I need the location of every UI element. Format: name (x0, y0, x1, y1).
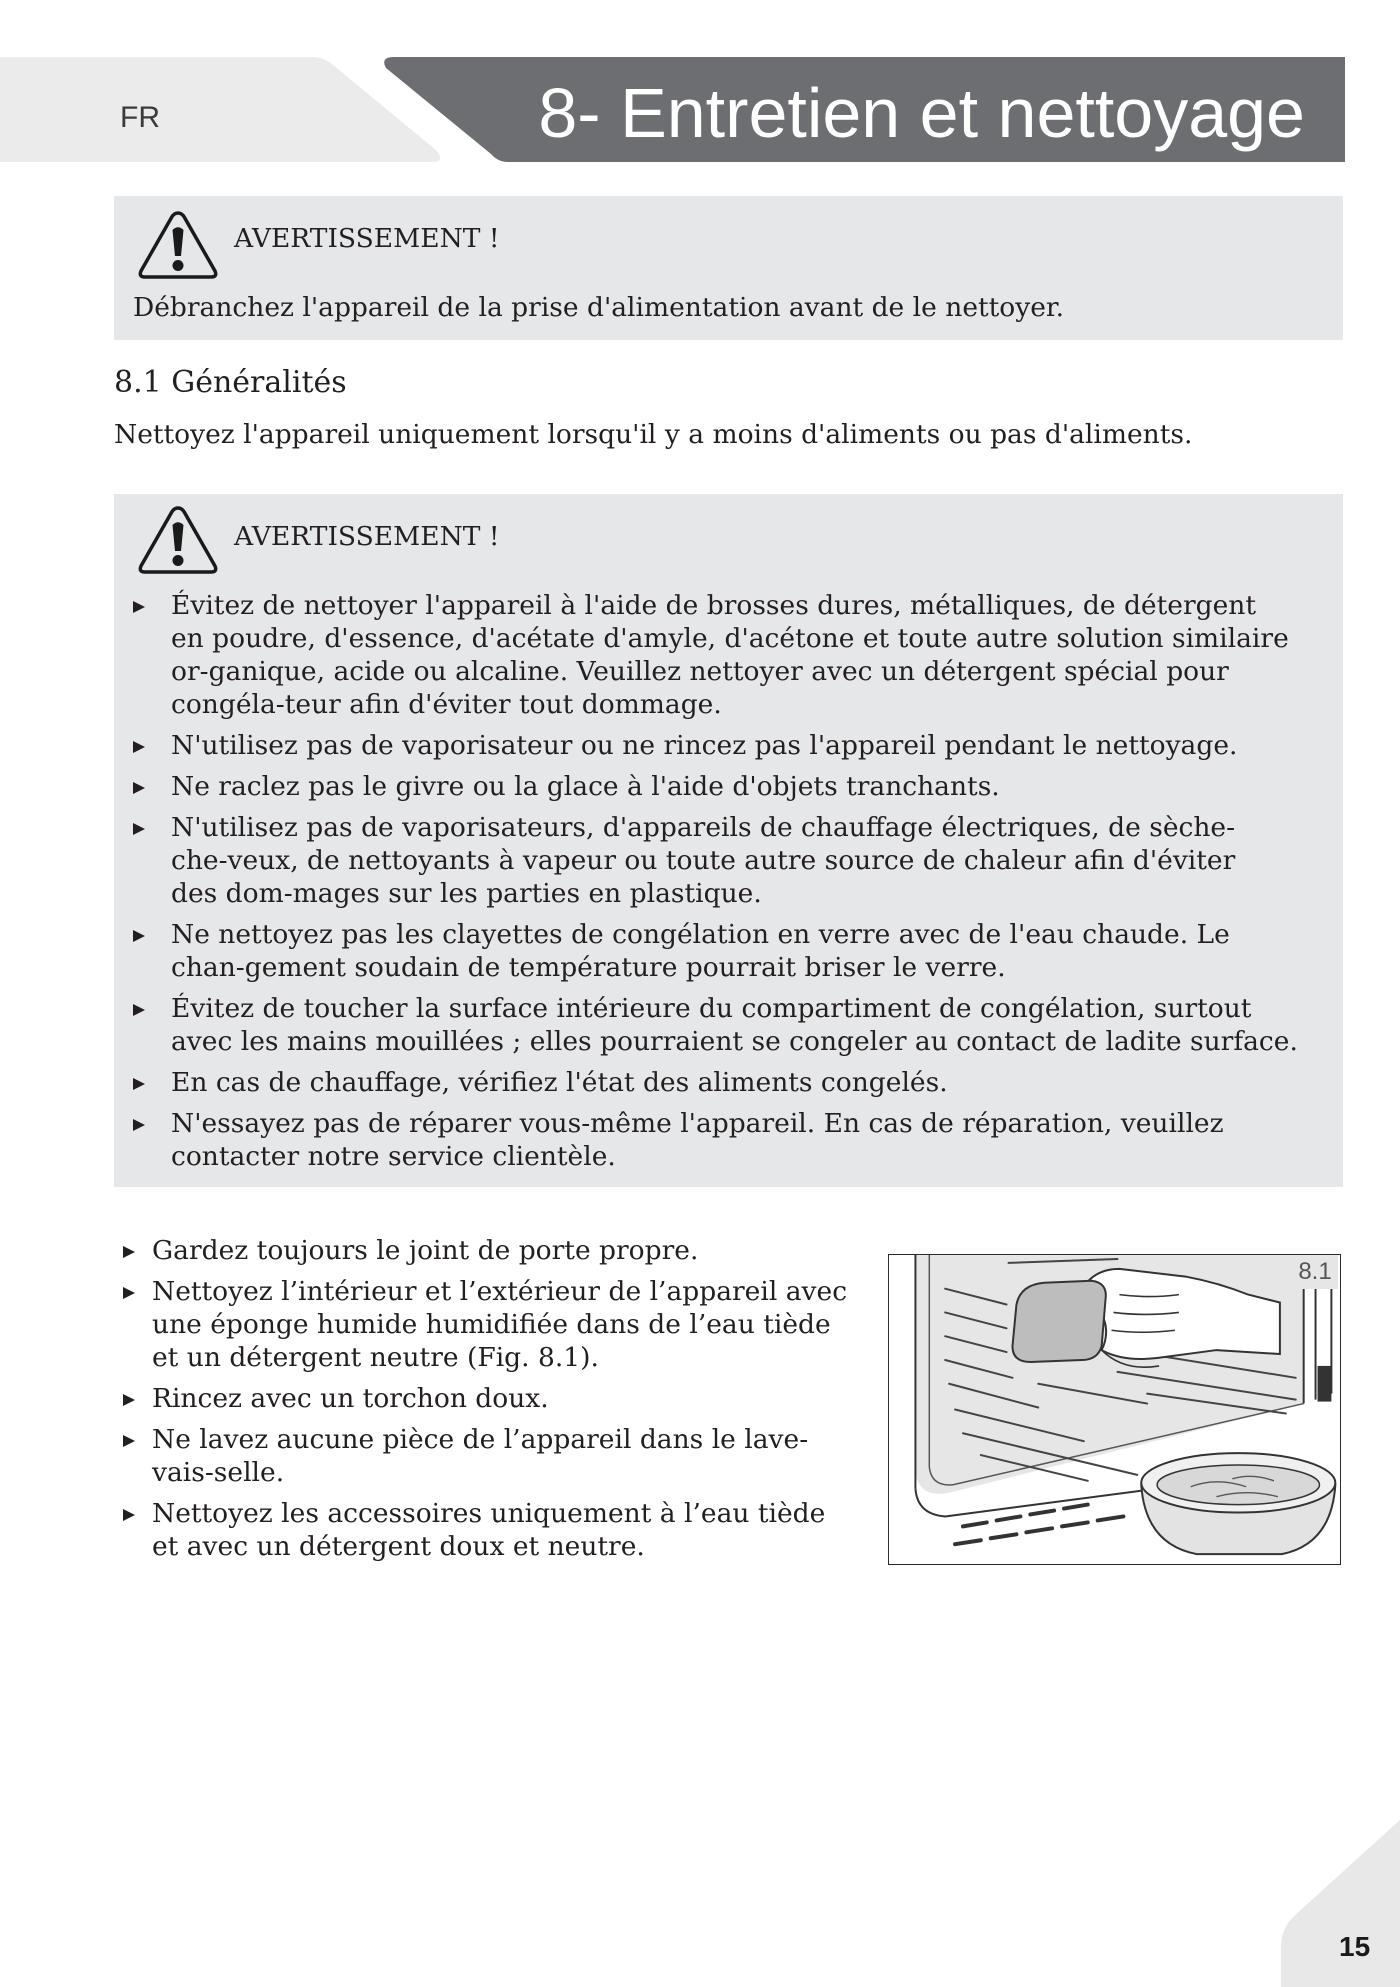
warning-item (133, 729, 1298, 762)
section-heading: 8.1 Généralités (114, 365, 347, 400)
figure-label: 8.1 (1292, 1255, 1338, 1289)
arrow-bullet-icon (123, 1435, 135, 1447)
care-item-line: Ne lavez aucune pièce de l’appareil dans le lave- (152, 1424, 809, 1455)
warning-triangle-icon (137, 504, 219, 576)
warning-item-line: Évitez de nettoyer l'appareil à l'aide de brosses dures, métalliques, de détergent (171, 590, 1256, 621)
care-item-line: Gardez toujours le joint de porte propre. (152, 1235, 699, 1266)
warning-item (133, 918, 1298, 984)
care-list (123, 1234, 847, 1563)
care-item-line: et un détergent neutre (Fig. 8.1). (152, 1342, 599, 1373)
warning-title: AVERTISSEMENT ! (234, 223, 500, 254)
warning-item-line: chan-gement soudain de température pourrait briser le verre. (171, 952, 1006, 983)
warning-item-line: Ne nettoyez pas les clayettes de congélation en verre avec de l'eau chaude. Le (171, 919, 1230, 950)
section-intro: Nettoyez l'appareil uniquement lorsqu'il y a moins d'aliments ou pas d'aliments. (114, 419, 1193, 450)
warning-item-line: N'essayez pas de réparer vous-même l'appareil. En cas de réparation, veuillez (171, 1108, 1224, 1139)
warning-list (133, 589, 1298, 1173)
warning-item (133, 589, 1298, 721)
figure-8-1 (888, 1254, 1341, 1565)
language-label: FR (120, 101, 160, 134)
page-corner-shape (1260, 1810, 1400, 1987)
warning-item-line: En cas de chauffage, vérifiez l'état des aliments congelés. (171, 1067, 948, 1098)
arrow-bullet-icon (133, 782, 145, 794)
care-item-line: une éponge humide humidifiée dans de l’eau tiède (152, 1309, 831, 1340)
warning-item (133, 992, 1298, 1058)
care-item-line: et avec un détergent doux et neutre. (152, 1531, 645, 1562)
page-number: 15 (1339, 1931, 1371, 1962)
arrow-bullet-icon (133, 930, 145, 942)
arrow-bullet-icon (133, 1078, 145, 1090)
cleaning-illustration (889, 1255, 1340, 1564)
arrow-bullet-icon (133, 741, 145, 753)
care-item-line: vais-selle. (152, 1457, 285, 1488)
care-item (123, 1275, 847, 1374)
warning-title: AVERTISSEMENT ! (234, 521, 500, 552)
arrow-bullet-icon (133, 601, 145, 613)
arrow-bullet-icon (123, 1246, 135, 1258)
warning-item-line: en poudre, d'essence, d'acétate d'amyle, d'acétone et toute autre solution similaire (171, 623, 1289, 654)
warning-item-line: Évitez de toucher la surface intérieure du compartiment de congélation, surtout (171, 993, 1252, 1024)
care-item (123, 1382, 847, 1415)
arrow-bullet-icon (133, 823, 145, 835)
arrow-bullet-icon (133, 1004, 145, 1016)
care-item-line: Nettoyez les accessoires uniquement à l’eau tiède (152, 1498, 826, 1529)
warning-box-unplug (114, 196, 1343, 340)
warning-box-cleaning (114, 494, 1343, 1187)
warning-item-line: des dom-mages sur les parties en plastique. (171, 878, 762, 909)
header-language-tab (0, 57, 440, 162)
care-item (123, 1497, 847, 1563)
care-item (123, 1234, 847, 1267)
warning-item (133, 1066, 1298, 1099)
chapter-title: 8- Entretien et nettoyage (538, 74, 1305, 152)
warning-item-line: che-veux, de nettoyants à vapeur ou toute autre source de chaleur afin d'éviter (171, 845, 1236, 876)
warning-item-line: or-ganique, acide ou alcaline. Veuillez nettoyer avec un détergent spécial pour (171, 656, 1229, 687)
warning-item (133, 811, 1298, 910)
arrow-bullet-icon (123, 1509, 135, 1521)
warning-item-line: avec les mains mouillées ; elles pourraient se congeler au contact de ladite surface. (171, 1026, 1298, 1057)
warning-item-line: N'utilisez pas de vaporisateur ou ne rincez pas l'appareil pendant le nettoyage. (171, 730, 1238, 761)
warning-item-line: Ne raclez pas le givre ou la glace à l'aide d'objets tranchants. (171, 771, 1000, 802)
warning-item-line: N'utilisez pas de vaporisateurs, d'appareils de chauffage électriques, de sèche- (171, 812, 1236, 843)
warning-item (133, 1107, 1298, 1173)
arrow-bullet-icon (123, 1287, 135, 1299)
care-item-line: Nettoyez l’intérieur et l’extérieur de l’appareil avec (152, 1276, 848, 1307)
arrow-bullet-icon (133, 1119, 145, 1131)
care-item-line: Rincez avec un torchon doux. (152, 1383, 549, 1414)
care-item (123, 1423, 847, 1489)
warning-item-line: congéla-teur afin d'éviter tout dommage. (171, 689, 722, 720)
warning-item-line: contacter notre service clientèle. (171, 1141, 616, 1172)
warning-triangle-icon (137, 209, 219, 281)
warning-item (133, 770, 1298, 803)
arrow-bullet-icon (123, 1394, 135, 1406)
warning-text: Débranchez l'appareil de la prise d'alimentation avant de le nettoyer. (133, 292, 1065, 323)
